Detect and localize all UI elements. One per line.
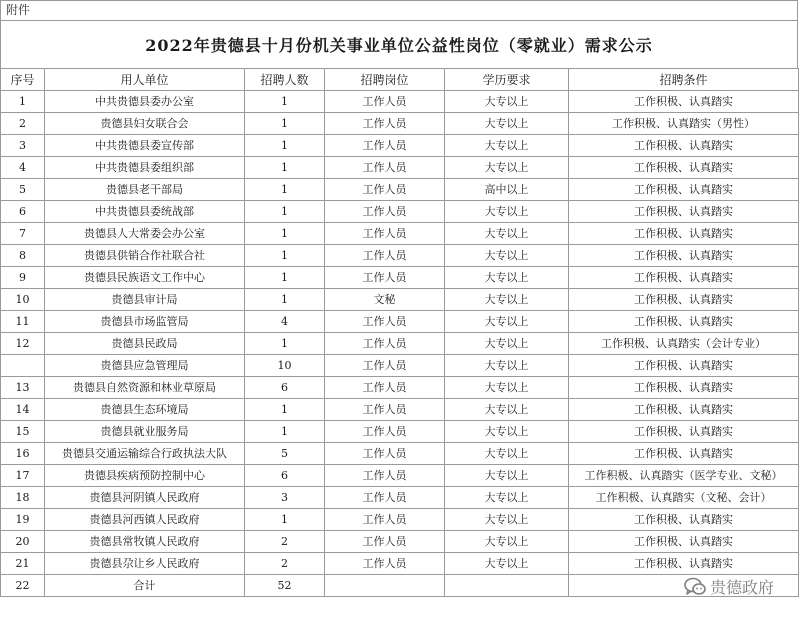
table-row	[1, 179, 799, 201]
education-cell	[445, 575, 569, 597]
attachment-label: 附件	[0, 0, 798, 21]
employer-cell: 中共贵德县委组织部	[45, 157, 245, 179]
requirements-cell: 工作积极、认真踏实	[569, 443, 799, 465]
headcount-cell: 1	[245, 201, 325, 223]
table-row	[1, 311, 799, 333]
employer-cell: 贵德县市场监管局	[45, 311, 245, 333]
education-cell: 大专以上	[445, 487, 569, 509]
employer-cell: 贵德县供销合作社联合社	[45, 245, 245, 267]
table-row	[1, 91, 799, 113]
education-cell: 大专以上	[445, 399, 569, 421]
row-index-cell	[1, 355, 45, 377]
table-row	[1, 399, 799, 421]
position-cell: 工作人员	[325, 355, 445, 377]
position-cell: 工作人员	[325, 135, 445, 157]
requirements-cell: 工作积极、认真踏实	[569, 553, 799, 575]
employer-cell: 贵德县自然资源和林业草原局	[45, 377, 245, 399]
page-title: 2022年贵德县十月份机关事业单位公益性岗位（零就业）需求公示	[0, 21, 798, 68]
headcount-cell: 2	[245, 553, 325, 575]
requirements-cell: 工作积极、认真踏实	[569, 355, 799, 377]
row-index-cell: 10	[1, 289, 45, 311]
education-cell: 大专以上	[445, 421, 569, 443]
position-cell: 工作人员	[325, 245, 445, 267]
position-cell	[325, 575, 445, 597]
employer-cell: 贵德县人大常委会办公室	[45, 223, 245, 245]
table-header-row	[1, 69, 799, 91]
headcount-cell: 1	[245, 333, 325, 355]
headcount-cell: 4	[245, 311, 325, 333]
employer-cell: 贵德县应急管理局	[45, 355, 245, 377]
education-cell: 大专以上	[445, 311, 569, 333]
table-row	[1, 113, 799, 135]
employer-cell: 合计	[45, 575, 245, 597]
position-cell: 工作人员	[325, 333, 445, 355]
requirements-cell: 工作积极、认真踏实	[569, 509, 799, 531]
position-cell: 工作人员	[325, 201, 445, 223]
row-index-cell: 13	[1, 377, 45, 399]
watermark-text: 贵德政府	[709, 578, 774, 597]
table-row	[1, 487, 799, 509]
table-row	[1, 135, 799, 157]
table-row	[1, 465, 799, 487]
requirements-cell: 工作积极、认真踏实	[569, 223, 799, 245]
education-cell: 大专以上	[445, 465, 569, 487]
employer-cell: 贵德县尕让乡人民政府	[45, 553, 245, 575]
education-cell: 大专以上	[445, 113, 569, 135]
education-cell: 大专以上	[445, 289, 569, 311]
headcount-cell: 1	[245, 223, 325, 245]
position-cell: 工作人员	[325, 487, 445, 509]
table-row	[1, 553, 799, 575]
row-index-cell: 14	[1, 399, 45, 421]
row-index-cell: 19	[1, 509, 45, 531]
table-row	[1, 289, 799, 311]
watermark	[684, 575, 774, 598]
requirements-cell: 工作积极、认真踏实	[569, 289, 799, 311]
row-index-cell: 11	[1, 311, 45, 333]
table-body	[1, 91, 799, 597]
requirements-cell: 工作积极、认真踏实	[569, 421, 799, 443]
headcount-cell: 1	[245, 157, 325, 179]
column-header-requirements: 招聘条件	[569, 69, 799, 91]
position-cell: 工作人员	[325, 421, 445, 443]
education-cell: 大专以上	[445, 157, 569, 179]
position-cell: 工作人员	[325, 267, 445, 289]
row-index-cell: 16	[1, 443, 45, 465]
education-cell: 大专以上	[445, 355, 569, 377]
education-cell: 大专以上	[445, 531, 569, 553]
employer-cell: 贵德县民政局	[45, 333, 245, 355]
requirements-cell: 工作积极、认真踏实	[569, 531, 799, 553]
education-cell: 大专以上	[445, 443, 569, 465]
row-index-cell: 4	[1, 157, 45, 179]
table-row	[1, 421, 799, 443]
requirements-cell: 工作积极、认真踏实	[569, 245, 799, 267]
headcount-cell: 52	[245, 575, 325, 597]
position-cell: 工作人员	[325, 399, 445, 421]
education-cell: 大专以上	[445, 333, 569, 355]
education-cell: 大专以上	[445, 377, 569, 399]
column-header-education: 学历要求	[445, 69, 569, 91]
requirements-cell: 工作积极、认真踏实	[569, 311, 799, 333]
employer-cell: 贵德县就业服务局	[45, 421, 245, 443]
position-cell: 工作人员	[325, 509, 445, 531]
table-row	[1, 377, 799, 399]
row-index-cell: 6	[1, 201, 45, 223]
row-index-cell: 5	[1, 179, 45, 201]
column-header-position: 招聘岗位	[325, 69, 445, 91]
headcount-cell: 1	[245, 289, 325, 311]
row-index-cell: 3	[1, 135, 45, 157]
headcount-cell: 1	[245, 399, 325, 421]
headcount-cell: 6	[245, 465, 325, 487]
row-index-cell: 15	[1, 421, 45, 443]
employer-cell: 贵德县疾病预防控制中心	[45, 465, 245, 487]
table-row	[1, 157, 799, 179]
position-cell: 工作人员	[325, 157, 445, 179]
requirements-cell: 工作积极、认真踏实（男性）	[569, 113, 799, 135]
headcount-cell: 1	[245, 179, 325, 201]
row-index-cell: 9	[1, 267, 45, 289]
row-index-cell: 8	[1, 245, 45, 267]
position-cell: 工作人员	[325, 443, 445, 465]
column-header-employer: 用人单位	[45, 69, 245, 91]
employer-cell: 贵德县老干部局	[45, 179, 245, 201]
table-row	[1, 531, 799, 553]
headcount-cell: 10	[245, 355, 325, 377]
education-cell: 高中以上	[445, 179, 569, 201]
headcount-cell: 1	[245, 135, 325, 157]
table-row	[1, 333, 799, 355]
education-cell: 大专以上	[445, 91, 569, 113]
employer-cell: 贵德县生态环境局	[45, 399, 245, 421]
row-index-cell: 20	[1, 531, 45, 553]
column-header-index: 序号	[1, 69, 45, 91]
employer-cell: 中共贵德县委宣传部	[45, 135, 245, 157]
row-index-cell: 2	[1, 113, 45, 135]
education-cell: 大专以上	[445, 553, 569, 575]
employer-cell: 贵德县民族语文工作中心	[45, 267, 245, 289]
column-header-headcount: 招聘人数	[245, 69, 325, 91]
recruitment-table	[0, 68, 799, 597]
headcount-cell: 1	[245, 113, 325, 135]
table-row	[1, 223, 799, 245]
row-index-cell: 7	[1, 223, 45, 245]
requirements-cell: 工作积极、认真踏实	[569, 179, 799, 201]
education-cell: 大专以上	[445, 201, 569, 223]
requirements-cell: 工作积极、认真踏实	[569, 135, 799, 157]
employer-cell: 贵德县交通运输综合行政执法大队	[45, 443, 245, 465]
position-cell: 工作人员	[325, 531, 445, 553]
employer-cell: 贵德县妇女联合会	[45, 113, 245, 135]
headcount-cell: 5	[245, 443, 325, 465]
position-cell: 工作人员	[325, 91, 445, 113]
requirements-cell: 工作积极、认真踏实	[569, 201, 799, 223]
requirements-cell: 工作积极、认真踏实	[569, 157, 799, 179]
row-index-cell: 1	[1, 91, 45, 113]
requirements-cell: 工作积极、认真踏实（会计专业）	[569, 333, 799, 355]
employer-cell: 贵德县河西镇人民政府	[45, 509, 245, 531]
employer-cell: 贵德县审计局	[45, 289, 245, 311]
table-row	[1, 575, 799, 597]
education-cell: 大专以上	[445, 223, 569, 245]
education-cell: 大专以上	[445, 245, 569, 267]
requirements-cell: 工作积极、认真踏实	[569, 267, 799, 289]
table-row	[1, 355, 799, 377]
education-cell: 大专以上	[445, 509, 569, 531]
position-cell: 工作人员	[325, 465, 445, 487]
position-cell: 工作人员	[325, 113, 445, 135]
wechat-bubble-icon	[684, 577, 706, 597]
position-cell: 工作人员	[325, 553, 445, 575]
table-row	[1, 201, 799, 223]
headcount-cell: 1	[245, 267, 325, 289]
headcount-cell: 3	[245, 487, 325, 509]
row-index-cell: 22	[1, 575, 45, 597]
table-row	[1, 443, 799, 465]
position-cell: 工作人员	[325, 179, 445, 201]
education-cell: 大专以上	[445, 135, 569, 157]
table-row	[1, 267, 799, 289]
headcount-cell: 1	[245, 421, 325, 443]
table-row	[1, 509, 799, 531]
table-row	[1, 245, 799, 267]
requirements-cell: 工作积极、认真踏实	[569, 377, 799, 399]
requirements-cell: 工作积极、认真踏实（文秘、会计）	[569, 487, 799, 509]
employer-cell: 贵德县河阴镇人民政府	[45, 487, 245, 509]
headcount-cell: 1	[245, 245, 325, 267]
position-cell: 工作人员	[325, 311, 445, 333]
employer-cell: 中共贵德县委办公室	[45, 91, 245, 113]
position-cell: 工作人员	[325, 377, 445, 399]
requirements-cell: 工作积极、认真踏实（医学专业、文秘）	[569, 465, 799, 487]
position-cell: 工作人员	[325, 223, 445, 245]
row-index-cell: 17	[1, 465, 45, 487]
headcount-cell: 6	[245, 377, 325, 399]
headcount-cell: 2	[245, 531, 325, 553]
headcount-cell: 1	[245, 91, 325, 113]
employer-cell: 贵德县常牧镇人民政府	[45, 531, 245, 553]
headcount-cell: 1	[245, 509, 325, 531]
position-cell: 文秘	[325, 289, 445, 311]
requirements-cell: 工作积极、认真踏实	[569, 91, 799, 113]
row-index-cell: 18	[1, 487, 45, 509]
employer-cell: 中共贵德县委统战部	[45, 201, 245, 223]
education-cell: 大专以上	[445, 267, 569, 289]
requirements-cell: 工作积极、认真踏实	[569, 399, 799, 421]
row-index-cell: 21	[1, 553, 45, 575]
row-index-cell: 12	[1, 333, 45, 355]
